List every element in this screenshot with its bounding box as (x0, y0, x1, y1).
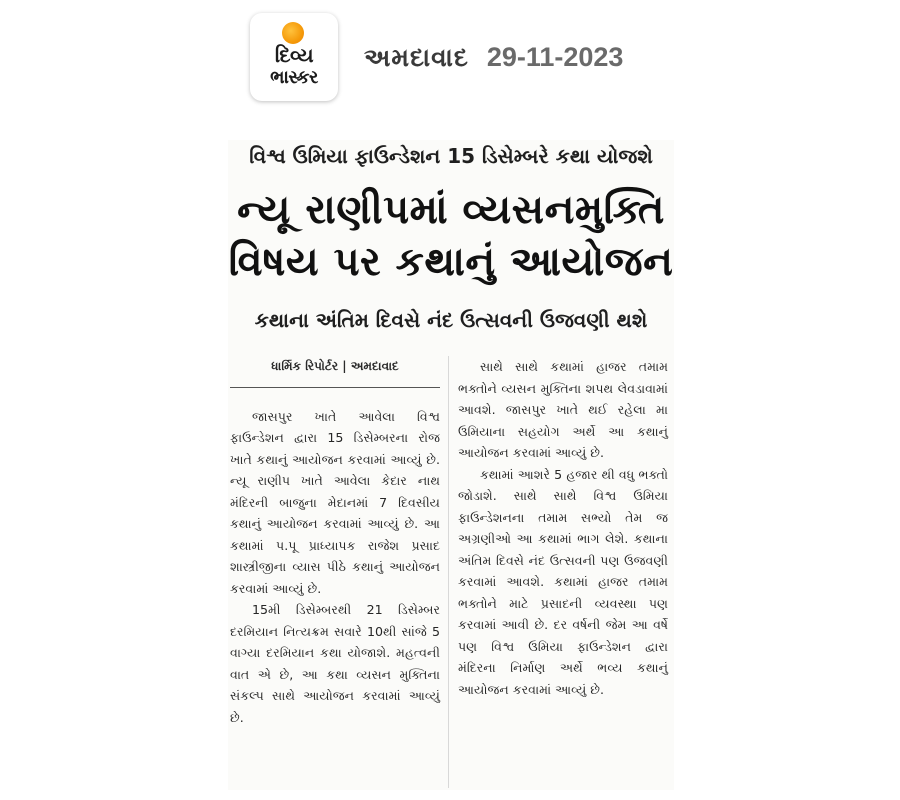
headline-line-1: ન્યૂ રાણીપમાં વ્યસનમુક્તિ (237, 187, 665, 233)
logo-text-line1: દિવ્ય (274, 43, 314, 67)
article-byline: ધાર્મિક રિપોર્ટર | અમદાવાદ (230, 356, 440, 388)
column-divider (448, 356, 449, 788)
logo-text-line2: ભાસ્કર (270, 67, 318, 88)
article-headline (228, 184, 674, 288)
article-paragraph: કથામાં આશરે 5 હજાર થી વધુ ભક્તો જોડાશે. સાથે સાથે વિશ્વ ઉમિયા ફાઉન્ડેશનના તમામ સભ્યો તેમ જ અગ્રણીઓ આ કથામાં ભાગ લેશે. કથાના અંતિમ દિવસે નંદ ઉત્સવની પણ ઉજવણી કરવામાં આવશે. કથામાં હાજર તમામ ભક્તોને માટે પ્રસાદની વ્યવસ્થા પણ કરવામાં આવી છે. દર વર્ષની જેમ આ વર્ષે પણ વિશ્વ ઉમિયા ફાઉન્ડેશન દ્વારા મંદિરના નિર્માણ અર્થે ભવ્ય કથાનું આયોજન કરવામાં આવ્યું છે. (458, 466, 668, 697)
headline-line-2: વિષય પર કથાનું આયોજન (228, 239, 674, 285)
news-clipping (228, 140, 674, 790)
article-column-left (230, 356, 440, 728)
article-subhead: કથાના અંતિમ દિવસે નંદ ઉત્સવની ઉજવણી થશે (254, 308, 648, 332)
edition-city: અમદાવાદ (364, 42, 469, 72)
masthead (250, 12, 623, 102)
article-column-right (458, 356, 668, 700)
dateline (364, 42, 623, 73)
edition-date: 29-11-2023 (486, 41, 624, 72)
article-paragraph: જાસપુર ખાતે આવેલા વિશ્વ ફાઉન્ડેશન દ્વારા 15 ડિસેમ્બરના રોજ ખાતે કથાનું આયોજન કરવામાં આવ્યું છે. ન્યૂ રાણીપ ખાતે આવેલા કેદાર નાથ મંદિરની બાજુના મેદાનમાં 7 દિવસીય કથાનું આયોજન કરવામાં આવ્યું છે. આ કથામાં પ.પૂ પ્રાધ્યાપક રાજેશ પ્રસાદ શાસ્ત્રીજીના વ્યાસ પીઠે કથાનું આયોજન કરવામાં આવ્યું છે. (230, 408, 440, 596)
sun-icon (282, 22, 304, 44)
article-paragraph: 15મી ડિસેમ્બરથી 21 ડિસેમ્બર દરમિયાન નિત્યક્રમ સવારે 10થી સાંજે 5 વાગ્યા દરમિયાન કથા યોજાશે. મહત્વની વાત એ છે, આ કથા વ્યસન મુક્તિના સંકલ્પ સાથે આયોજન કરવામાં આવ્યું છે. (230, 602, 440, 725)
article-kicker: વિશ્વ ઉમિયા ફાઉન્ડેશન 15 ડિસેમ્બરે કથા યોજશે (249, 144, 653, 168)
divya-bhaskar-logo (250, 13, 338, 101)
article-paragraph: સાથે સાથે કથામાં હાજર તમામ ભક્તોને વ્યસન મુક્તિના શપથ લેવડાવામાં આવશે. જાસપુર ખાતે થઈ રહેલા મા ઉમિયાના સહયોગ અર્થે આ કથાનું આયોજન કરવામાં આવ્યું છે. (458, 359, 668, 460)
